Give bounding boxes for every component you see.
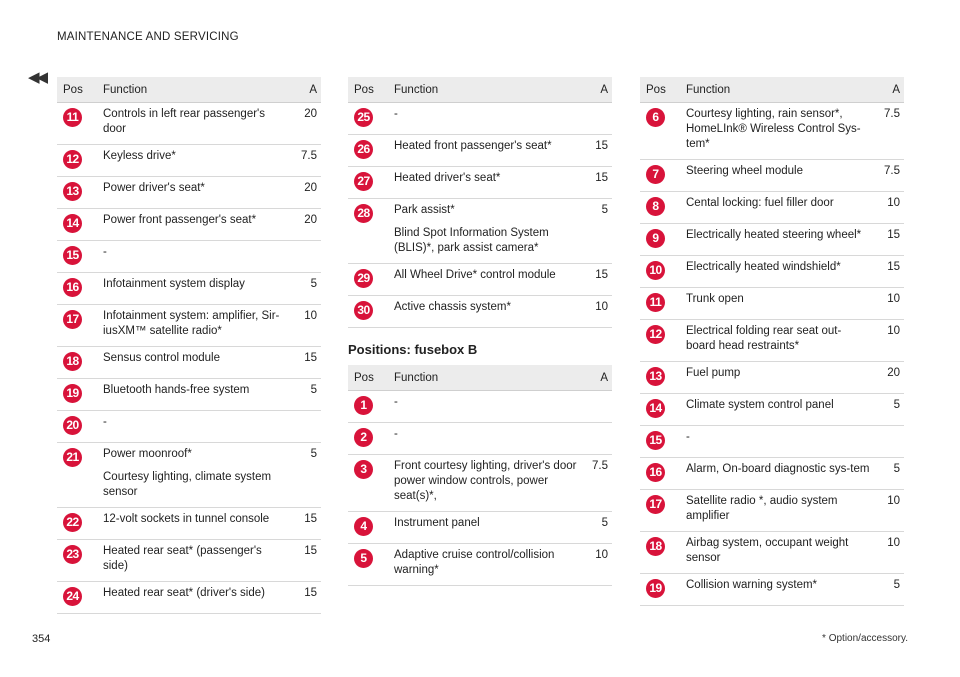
amperage-value: 15 — [578, 135, 612, 167]
table-row — [57, 443, 321, 508]
position-badge: 15 — [63, 246, 82, 265]
table-row — [348, 296, 612, 328]
function-text: - — [394, 108, 398, 120]
amperage-value — [287, 241, 321, 273]
amperage-value — [578, 391, 612, 423]
table-row — [348, 264, 612, 296]
position-badge: 13 — [646, 367, 665, 386]
function-text: - — [686, 431, 690, 443]
position-badge: 12 — [646, 325, 665, 344]
position-badge: 23 — [63, 545, 82, 564]
position-badge: 16 — [63, 278, 82, 297]
position-badge: 14 — [646, 399, 665, 418]
position-badge: 26 — [354, 140, 373, 159]
position-badge: 14 — [63, 214, 82, 233]
amperage-value: 15 — [578, 167, 612, 199]
position-badge: 16 — [646, 463, 665, 482]
function-text: - — [103, 416, 107, 428]
amperage-value — [578, 423, 612, 455]
position-badge: 5 — [354, 549, 373, 568]
amperage-value: 20 — [287, 177, 321, 209]
amperage-value: 5 — [287, 273, 321, 305]
position-badge: 28 — [354, 204, 373, 223]
table-row — [348, 455, 612, 512]
amperage-value: 5 — [578, 512, 612, 544]
amperage-value — [287, 411, 321, 443]
amperage-value: 10 — [578, 296, 612, 328]
position-badge: 30 — [354, 301, 373, 320]
fuse-table-2-column — [348, 77, 612, 586]
col-header-function: Function — [394, 77, 578, 103]
amperage-value: 20 — [287, 103, 321, 145]
amperage-value: 10 — [870, 192, 904, 224]
amperage-value: 10 — [870, 490, 904, 532]
position-badge: 13 — [63, 182, 82, 201]
amperage-value: 7.5 — [287, 145, 321, 177]
function-text: 12-volt sockets in tunnel console — [103, 513, 270, 525]
col-header-function: Function — [686, 77, 870, 103]
amperage-value: 15 — [870, 224, 904, 256]
function-text-secondary: Courtesy lighting, climate system sensor — [103, 471, 272, 498]
col-header-a: A — [287, 77, 321, 103]
function-text: Electrically heated steering wheel* — [686, 229, 862, 241]
position-badge: 18 — [63, 352, 82, 371]
function-text: All Wheel Drive* control module — [394, 269, 556, 281]
table-row — [57, 347, 321, 379]
amperage-value: 10 — [870, 532, 904, 574]
function-text: Active chassis system* — [394, 301, 511, 313]
position-badge: 12 — [63, 150, 82, 169]
position-badge: 7 — [646, 165, 665, 184]
position-badge: 9 — [646, 229, 665, 248]
table-row — [640, 458, 904, 490]
position-badge: 11 — [646, 293, 665, 312]
function-text-secondary: Blind Spot Information System (BLIS)*, park assist camera* — [394, 227, 549, 254]
table-row — [57, 411, 321, 443]
col-header-function: Function — [394, 365, 578, 391]
function-text: Adaptive cruise control/collision warning* — [394, 549, 555, 576]
table-row — [348, 103, 612, 135]
position-badge: 2 — [354, 428, 373, 447]
position-badge: 19 — [646, 579, 665, 598]
table-row — [348, 199, 612, 264]
amperage-value: 20 — [287, 209, 321, 241]
function-text: Controls in left rear passenger's door — [103, 108, 265, 135]
function-text: Heated driver's seat* — [394, 172, 501, 184]
table-row — [57, 177, 321, 209]
function-text: Instrument panel — [394, 517, 480, 529]
function-text: Heated front passenger's seat* — [394, 140, 552, 152]
table-row — [348, 391, 612, 423]
function-text: - — [394, 428, 398, 440]
position-badge: 29 — [354, 269, 373, 288]
fuse-table-4 — [640, 77, 904, 606]
function-text: Courtesy lighting, rain sensor*, HomeLInk® Wireless Control Sys-tem* — [686, 108, 861, 150]
table-row — [640, 256, 904, 288]
table-row — [57, 145, 321, 177]
function-text: Electrically heated windshield* — [686, 261, 841, 273]
position-badge: 17 — [63, 310, 82, 329]
footnote: * Option/accessory. — [822, 633, 908, 644]
page-header: MAINTENANCE AND SERVICING — [57, 31, 239, 43]
amperage-value: 7.5 — [870, 160, 904, 192]
col-header-pos: Pos — [348, 365, 394, 391]
table-row — [57, 540, 321, 582]
col-header-pos: Pos — [57, 77, 103, 103]
table-row — [57, 582, 321, 614]
table-row — [348, 135, 612, 167]
position-badge: 27 — [354, 172, 373, 191]
table-row — [57, 209, 321, 241]
function-text: Power moonroof* — [103, 448, 192, 460]
table-row — [640, 288, 904, 320]
table-row — [640, 103, 904, 160]
col-header-a: A — [578, 365, 612, 391]
amperage-value: 15 — [287, 582, 321, 614]
position-badge: 8 — [646, 197, 665, 216]
amperage-value: 15 — [287, 508, 321, 540]
function-text: - — [394, 396, 398, 408]
amperage-value: 15 — [287, 347, 321, 379]
table-row — [57, 273, 321, 305]
amperage-value: 5 — [870, 458, 904, 490]
amperage-value: 15 — [578, 264, 612, 296]
function-text: Keyless drive* — [103, 150, 176, 162]
function-text: Heated rear seat* (passenger's side) — [103, 545, 262, 572]
col-header-a: A — [870, 77, 904, 103]
function-text: Infotainment system: amplifier, Sir-iusXM™ satellite radio* — [103, 310, 280, 337]
amperage-value — [870, 426, 904, 458]
position-badge: 25 — [354, 108, 373, 127]
function-text: Airbag system, occupant weight sensor — [686, 537, 849, 564]
section-title-fusebox-b: Positions: fusebox B — [348, 342, 478, 357]
table-row — [640, 394, 904, 426]
table-row — [57, 508, 321, 540]
table-row — [348, 544, 612, 586]
table-row — [640, 362, 904, 394]
table-row — [57, 379, 321, 411]
fuse-table-1-column — [57, 77, 321, 614]
amperage-value: 5 — [287, 443, 321, 508]
amperage-value: 15 — [870, 256, 904, 288]
table-row — [57, 241, 321, 273]
function-text: Alarm, On-board diagnostic sys-tem — [686, 463, 870, 475]
amperage-value: 7.5 — [870, 103, 904, 160]
function-text: Infotainment system display — [103, 278, 245, 290]
position-badge: 22 — [63, 513, 82, 532]
function-text: Trunk open — [686, 293, 744, 305]
position-badge: 1 — [354, 396, 373, 415]
position-badge: 19 — [63, 384, 82, 403]
col-header-pos: Pos — [640, 77, 686, 103]
function-text: Park assist* — [394, 204, 455, 216]
position-badge: 11 — [63, 108, 82, 127]
function-text: Heated rear seat* (driver's side) — [103, 587, 265, 599]
function-text: Front courtesy lighting, driver's door power window controls, power seat(s)*, — [394, 460, 577, 502]
position-badge: 20 — [63, 416, 82, 435]
amperage-value: 10 — [578, 544, 612, 586]
function-text: Power driver's seat* — [103, 182, 205, 194]
col-header-function: Function — [103, 77, 287, 103]
amperage-value: 5 — [870, 574, 904, 606]
amperage-value: 10 — [870, 288, 904, 320]
col-header-a: A — [578, 77, 612, 103]
position-badge: 17 — [646, 495, 665, 514]
table-row — [640, 532, 904, 574]
amperage-value: 10 — [870, 320, 904, 362]
fuse-table-3 — [348, 365, 612, 586]
amperage-value: 5 — [578, 199, 612, 264]
position-badge: 15 — [646, 431, 665, 450]
amperage-value: 20 — [870, 362, 904, 394]
amperage-value: 5 — [870, 394, 904, 426]
table-row — [640, 490, 904, 532]
table-row — [640, 320, 904, 362]
table-row — [640, 160, 904, 192]
page-number: 354 — [32, 633, 51, 645]
position-badge: 4 — [354, 517, 373, 536]
function-text: Fuel pump — [686, 367, 741, 379]
function-text: Bluetooth hands-free system — [103, 384, 250, 396]
amperage-value: 7.5 — [578, 455, 612, 512]
amperage-value: 15 — [287, 540, 321, 582]
function-text: Electrical folding rear seat out-board head restraints* — [686, 325, 842, 352]
function-text: Climate system control panel — [686, 399, 834, 411]
table-row — [57, 103, 321, 145]
amperage-value: 5 — [287, 379, 321, 411]
table-row — [57, 305, 321, 347]
position-badge: 18 — [646, 537, 665, 556]
function-text: Steering wheel module — [686, 165, 803, 177]
position-badge: 6 — [646, 108, 665, 127]
table-row — [640, 224, 904, 256]
fuse-table-4-column — [640, 77, 904, 606]
table-row — [348, 167, 612, 199]
amperage-value — [578, 103, 612, 135]
position-badge: 3 — [354, 460, 373, 479]
table-row — [640, 426, 904, 458]
function-text: Power front passenger's seat* — [103, 214, 257, 226]
table-row — [348, 512, 612, 544]
table-row — [640, 574, 904, 606]
function-text: Collision warning system* — [686, 579, 818, 591]
function-text: - — [103, 246, 107, 258]
fuse-table-2 — [348, 77, 612, 328]
function-text: Sensus control module — [103, 352, 220, 364]
table-row — [348, 423, 612, 455]
table-row — [640, 192, 904, 224]
back-chevron-icon[interactable]: ◀◀ — [28, 69, 46, 86]
position-badge: 24 — [63, 587, 82, 606]
col-header-pos: Pos — [348, 77, 394, 103]
position-badge: 10 — [646, 261, 665, 280]
function-text: Satellite radio *, audio system amplifier — [686, 495, 838, 522]
function-text: Cental locking: fuel filler door — [686, 197, 834, 209]
fuse-table-1 — [57, 77, 321, 614]
amperage-value: 10 — [287, 305, 321, 347]
position-badge: 21 — [63, 448, 82, 467]
